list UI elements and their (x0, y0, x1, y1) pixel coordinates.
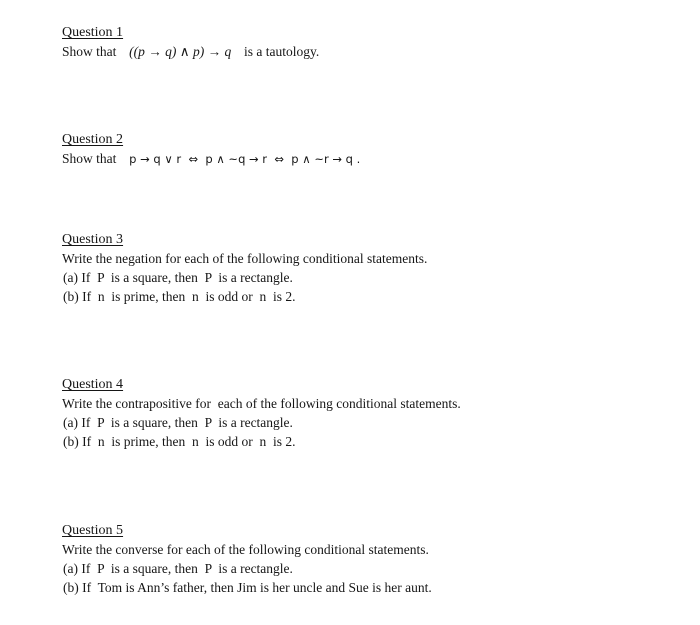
question-5-item-a: (a) If P is a square, then P is a rectangle. (63, 561, 293, 576)
question-1-prompt-prefix: Show that (62, 44, 117, 59)
question-4 (62, 376, 662, 451)
question-5-instruction: Write the converse for each of the following conditional statements. (62, 542, 429, 557)
question-1-formula: ((p → q) ∧ p) → q (129, 44, 232, 59)
question-2-title: Question 2 (62, 132, 124, 147)
question-4-title: Question 4 (62, 377, 124, 392)
question-2 (62, 131, 662, 169)
question-5 (62, 522, 662, 597)
question-1-prompt-suffix: is a tautology. (244, 44, 320, 59)
question-3 (62, 231, 662, 306)
question-2-prompt-prefix: Show that (62, 151, 117, 166)
question-3-title: Question 3 (62, 232, 124, 247)
question-1 (62, 24, 662, 61)
question-1-prompt (62, 42, 662, 61)
question-5-title: Question 5 (62, 523, 124, 538)
question-5-item-b: (b) If Tom is Ann’s father, then Jim is her uncle and Sue is her aunt. (63, 580, 432, 595)
question-4-item-a: (a) If P is a square, then P is a rectangle. (63, 415, 293, 430)
question-2-prompt (62, 149, 662, 169)
question-3-instruction: Write the negation for each of the following conditional statements. (62, 251, 428, 266)
question-4-item-b: (b) If n is prime, then n is odd or n is 2. (63, 434, 296, 449)
question-2-formula: p → q ∨ r ⇔ p ∧ ~q → r ⇔ p ∧ ~r → q . (129, 152, 361, 166)
question-1-title: Question 1 (62, 25, 124, 40)
question-3-item-a: (a) If P is a square, then P is a rectangle. (63, 270, 293, 285)
question-3-item-b: (b) If n is prime, then n is odd or n is 2. (63, 289, 296, 304)
question-4-instruction: Write the contrapositive for each of the following conditional statements. (62, 396, 461, 411)
